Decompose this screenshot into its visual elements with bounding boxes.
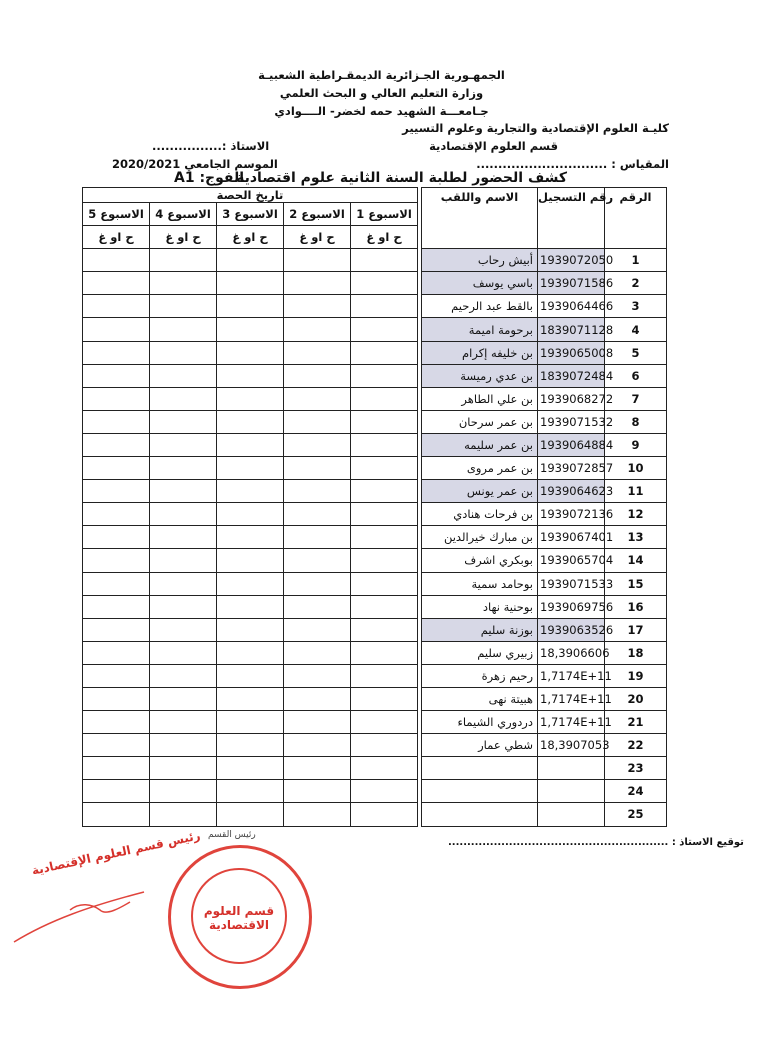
attendance-cell[interactable] xyxy=(217,641,284,664)
registration-number-cell: 1939067401 xyxy=(538,526,605,549)
registration-number-cell xyxy=(538,803,605,826)
attendance-cell[interactable] xyxy=(150,780,217,803)
attendance-cell[interactable] xyxy=(284,433,351,456)
attendance-cell[interactable] xyxy=(217,549,284,572)
student-name-cell: بن عمر سليمه xyxy=(422,433,538,456)
attendance-cell[interactable] xyxy=(284,410,351,433)
attendance-cell[interactable] xyxy=(284,318,351,341)
student-name-cell xyxy=(422,803,538,826)
registration-number-cell: 1939068272 xyxy=(538,387,605,410)
department-head-signature: رئيس قسم العلوم الإقتصادية xyxy=(30,828,202,878)
registration-number-cell: 1939064623 xyxy=(538,480,605,503)
attendance-cell[interactable] xyxy=(351,410,418,433)
week-2-header: الاسبوع 2 xyxy=(284,203,351,226)
attendance-cell[interactable] xyxy=(83,549,150,572)
attendance-cell[interactable] xyxy=(217,387,284,410)
department-name: قسم العلوم الإقتصادية xyxy=(429,139,558,153)
table-row xyxy=(83,618,667,641)
attendance-cell[interactable] xyxy=(150,387,217,410)
attendance-cell[interactable] xyxy=(351,433,418,456)
attendance-cell[interactable] xyxy=(351,711,418,734)
attendance-cell[interactable] xyxy=(217,272,284,295)
attendance-cell[interactable] xyxy=(150,641,217,664)
attendance-cell[interactable] xyxy=(217,457,284,480)
registration-number-cell: 18,3907053 xyxy=(538,734,605,757)
row-number-cell: 24 xyxy=(605,780,667,803)
attendance-code: ح او غ xyxy=(150,226,217,249)
attendance-cell[interactable] xyxy=(83,364,150,387)
registration-number-cell: 1939072050 xyxy=(538,249,605,272)
student-name-cell xyxy=(422,757,538,780)
attendance-cell[interactable] xyxy=(217,687,284,710)
student-name-cell: بن خليفه إكرام xyxy=(422,341,538,364)
attendance-cell[interactable] xyxy=(217,572,284,595)
attendance-cell[interactable] xyxy=(217,318,284,341)
row-number-cell: 20 xyxy=(605,687,667,710)
attendance-cell[interactable] xyxy=(284,480,351,503)
row-number-cell: 5 xyxy=(605,341,667,364)
student-name-cell: دردوري الشيماء xyxy=(422,711,538,734)
registration-column-header: رقم التسجيل xyxy=(538,188,605,249)
row-number-cell: 16 xyxy=(605,595,667,618)
row-number-cell: 15 xyxy=(605,572,667,595)
stamp-text: قسم العلوم الاقتصادية xyxy=(203,904,275,932)
attendance-cell[interactable] xyxy=(351,526,418,549)
attendance-cell[interactable] xyxy=(150,295,217,318)
attendance-cell[interactable] xyxy=(150,433,217,456)
attendance-cell[interactable] xyxy=(150,364,217,387)
table-row xyxy=(83,734,667,757)
attendance-cell[interactable] xyxy=(351,457,418,480)
attendance-cell[interactable] xyxy=(150,318,217,341)
attendance-cell[interactable] xyxy=(351,387,418,410)
registration-number-cell: 1839072484 xyxy=(538,364,605,387)
registration-number-cell: 1939064466 xyxy=(538,295,605,318)
attendance-cell[interactable] xyxy=(284,641,351,664)
row-number-cell: 11 xyxy=(605,480,667,503)
registration-number-cell: 1939071586 xyxy=(538,272,605,295)
attendance-cell[interactable] xyxy=(83,410,150,433)
attendance-cell[interactable] xyxy=(284,711,351,734)
attendance-cell[interactable] xyxy=(83,318,150,341)
student-name-cell: بن عدي رميسة xyxy=(422,364,538,387)
table-row xyxy=(83,249,667,272)
student-name-cell: شطي عمار xyxy=(422,734,538,757)
table-row xyxy=(83,318,667,341)
table-row xyxy=(83,595,667,618)
attendance-cell[interactable] xyxy=(351,503,418,526)
table-row xyxy=(83,272,667,295)
row-number-cell: 8 xyxy=(605,410,667,433)
attendance-cell[interactable] xyxy=(83,572,150,595)
attendance-cell[interactable] xyxy=(217,433,284,456)
faculty-name: كليـة العلوم الإقتصادية والتجارية وعلوم التسيير xyxy=(402,121,669,135)
attendance-cell[interactable] xyxy=(217,341,284,364)
attendance-cell[interactable] xyxy=(284,572,351,595)
registration-number-cell: 1939071532 xyxy=(538,410,605,433)
student-name-cell: بوبكري اشرف xyxy=(422,549,538,572)
attendance-cell[interactable] xyxy=(150,595,217,618)
attendance-cell[interactable] xyxy=(351,618,418,641)
row-number-cell: 10 xyxy=(605,457,667,480)
row-number-cell: 4 xyxy=(605,318,667,341)
registration-number-cell: 1939063526 xyxy=(538,618,605,641)
attendance-table xyxy=(82,187,667,827)
attendance-cell[interactable] xyxy=(83,249,150,272)
attendance-cell[interactable] xyxy=(150,457,217,480)
attendance-cell[interactable] xyxy=(150,272,217,295)
registration-number-cell: 1939072857 xyxy=(538,457,605,480)
attendance-cell[interactable] xyxy=(217,249,284,272)
week-3-header: الاسبوع 3 xyxy=(217,203,284,226)
attendance-cell[interactable] xyxy=(83,780,150,803)
attendance-cell[interactable] xyxy=(351,757,418,780)
attendance-cell[interactable] xyxy=(351,249,418,272)
student-name-cell xyxy=(422,780,538,803)
attendance-cell[interactable] xyxy=(83,295,150,318)
registration-number-cell: 1,7174E+11 xyxy=(538,711,605,734)
attendance-cell[interactable] xyxy=(83,595,150,618)
table-row xyxy=(83,711,667,734)
table-row xyxy=(83,364,667,387)
attendance-cell[interactable] xyxy=(284,757,351,780)
attendance-cell[interactable] xyxy=(217,803,284,826)
attendance-cell[interactable] xyxy=(83,618,150,641)
table-row xyxy=(83,572,667,595)
row-number-cell: 3 xyxy=(605,295,667,318)
attendance-cell[interactable] xyxy=(83,526,150,549)
attendance-cell[interactable] xyxy=(351,803,418,826)
attendance-code: ح او غ xyxy=(284,226,351,249)
attendance-cell[interactable] xyxy=(150,526,217,549)
attendance-cell[interactable] xyxy=(284,503,351,526)
attendance-cell[interactable] xyxy=(217,480,284,503)
row-number-cell: 21 xyxy=(605,711,667,734)
attendance-cell[interactable] xyxy=(351,341,418,364)
attendance-cell[interactable] xyxy=(83,387,150,410)
attendance-code: ح او غ xyxy=(351,226,418,249)
season-label: الموسم الجامعي 2020/2021 xyxy=(112,157,278,171)
attendance-cell[interactable] xyxy=(150,249,217,272)
registration-number-cell: 1939069756 xyxy=(538,595,605,618)
student-name-cell: زبيري سليم xyxy=(422,641,538,664)
table-row xyxy=(83,549,667,572)
attendance-cell[interactable] xyxy=(150,757,217,780)
table-row xyxy=(83,341,667,364)
attendance-cell[interactable] xyxy=(284,618,351,641)
attendance-cell[interactable] xyxy=(284,341,351,364)
row-number-cell: 1 xyxy=(605,249,667,272)
session-date-header: تاريخ الحصة xyxy=(83,188,418,203)
table-row xyxy=(83,410,667,433)
attendance-cell[interactable] xyxy=(217,664,284,687)
attendance-cell[interactable] xyxy=(351,572,418,595)
attendance-cell[interactable] xyxy=(150,687,217,710)
ministry-title: وزارة التعليم العالي و البحث العلمي xyxy=(279,86,484,100)
attendance-cell[interactable] xyxy=(284,664,351,687)
attendance-cell[interactable] xyxy=(150,410,217,433)
student-name-cell: بن عمر سرحان xyxy=(422,410,538,433)
table-row xyxy=(83,641,667,664)
course-label: المقياس : .............................. xyxy=(476,157,669,171)
week-1-header: الاسبوع 1 xyxy=(351,203,418,226)
student-name-cell: برحومة اميمة xyxy=(422,318,538,341)
attendance-code: ح او غ xyxy=(83,226,150,249)
registration-number-cell: 1939072136 xyxy=(538,503,605,526)
row-number-cell: 23 xyxy=(605,757,667,780)
signature-scribble xyxy=(10,880,150,950)
attendance-cell[interactable] xyxy=(83,803,150,826)
week-4-header: الاسبوع 4 xyxy=(150,203,217,226)
student-name-cell: أبيش رحاب xyxy=(422,249,538,272)
row-number-cell: 25 xyxy=(605,803,667,826)
table-row xyxy=(83,780,667,803)
row-number-cell: 19 xyxy=(605,664,667,687)
attendance-cell[interactable] xyxy=(217,410,284,433)
teacher-signature-line: توقيع الاستاذ : .......................................................... xyxy=(448,837,744,848)
attendance-cell[interactable] xyxy=(284,364,351,387)
attendance-cell[interactable] xyxy=(217,526,284,549)
row-number-cell: 17 xyxy=(605,618,667,641)
attendance-cell[interactable] xyxy=(351,780,418,803)
attendance-cell[interactable] xyxy=(351,687,418,710)
attendance-cell[interactable] xyxy=(83,734,150,757)
registration-number-cell: 1,7174E+11 xyxy=(538,664,605,687)
attendance-cell[interactable] xyxy=(83,757,150,780)
table-row xyxy=(83,526,667,549)
row-number-cell: 6 xyxy=(605,364,667,387)
attendance-cell[interactable] xyxy=(284,549,351,572)
row-number-cell: 9 xyxy=(605,433,667,456)
student-name-cell: رحيم زهرة xyxy=(422,664,538,687)
table-row xyxy=(83,687,667,710)
attendance-cell[interactable] xyxy=(351,364,418,387)
attendance-cell[interactable] xyxy=(351,595,418,618)
student-name-cell: بن مبارك خيرالدين xyxy=(422,526,538,549)
attendance-cell[interactable] xyxy=(217,711,284,734)
sheet-title: كشف الحضور لطلبة السنة الثانية علوم اقتصادية xyxy=(236,170,567,186)
registration-number-cell: 1939064884 xyxy=(538,433,605,456)
attendance-cell[interactable] xyxy=(284,295,351,318)
row-number-cell: 14 xyxy=(605,549,667,572)
attendance-cell[interactable] xyxy=(284,595,351,618)
attendance-cell[interactable] xyxy=(284,249,351,272)
attendance-cell[interactable] xyxy=(217,295,284,318)
student-name-cell: بن عمر مروى xyxy=(422,457,538,480)
attendance-cell[interactable] xyxy=(284,457,351,480)
attendance-cell[interactable] xyxy=(83,480,150,503)
registration-number-cell: 1839071128 xyxy=(538,318,605,341)
row-number-cell: 18 xyxy=(605,641,667,664)
attendance-cell[interactable] xyxy=(83,711,150,734)
attendance-cell[interactable] xyxy=(217,364,284,387)
attendance-cell[interactable] xyxy=(150,549,217,572)
student-name-cell: بن فرحات هنادي xyxy=(422,503,538,526)
table-row xyxy=(83,803,667,826)
department-stamp xyxy=(168,845,312,989)
registration-number-cell: 1,7174E+11 xyxy=(538,687,605,710)
attendance-cell[interactable] xyxy=(150,503,217,526)
attendance-cell[interactable] xyxy=(351,272,418,295)
attendance-cell[interactable] xyxy=(150,711,217,734)
registration-number-cell xyxy=(538,757,605,780)
attendance-cell[interactable] xyxy=(351,295,418,318)
attendance-cell[interactable] xyxy=(83,457,150,480)
registration-number-cell: 1939065704 xyxy=(538,549,605,572)
attendance-cell[interactable] xyxy=(150,803,217,826)
row-number-cell: 12 xyxy=(605,503,667,526)
republic-title: الجمهـورية الجـزائرية الديمقـراطية الشعبيـة xyxy=(258,68,505,82)
attendance-cell[interactable] xyxy=(83,341,150,364)
table-row xyxy=(83,503,667,526)
registration-number-cell xyxy=(538,780,605,803)
attendance-cell[interactable] xyxy=(284,780,351,803)
table-row xyxy=(83,433,667,456)
attendance-cell[interactable] xyxy=(83,664,150,687)
student-name-cell: بن عمر يونس xyxy=(422,480,538,503)
attendance-cell[interactable] xyxy=(351,734,418,757)
attendance-cell[interactable] xyxy=(284,687,351,710)
student-name-cell: باسي يوسف xyxy=(422,272,538,295)
name-column-header: الاسم واللقب xyxy=(422,188,538,249)
attendance-cell[interactable] xyxy=(150,341,217,364)
attendance-cell[interactable] xyxy=(83,272,150,295)
student-name-cell: بن علي الطاهر xyxy=(422,387,538,410)
row-number-cell: 7 xyxy=(605,387,667,410)
attendance-cell[interactable] xyxy=(284,272,351,295)
university-title: جـامعـــة الشهيد حمه لخضر- الــــوادي xyxy=(274,104,489,118)
table-row xyxy=(83,757,667,780)
attendance-cell[interactable] xyxy=(150,572,217,595)
registration-number-cell: 1939071533 xyxy=(538,572,605,595)
attendance-cell[interactable] xyxy=(83,641,150,664)
attendance-cell[interactable] xyxy=(351,549,418,572)
attendance-cell[interactable] xyxy=(150,664,217,687)
table-row xyxy=(83,295,667,318)
student-name-cell: بوحامد سمية xyxy=(422,572,538,595)
attendance-cell[interactable] xyxy=(351,664,418,687)
student-name-cell: بوزنة سليم xyxy=(422,618,538,641)
attendance-cell[interactable] xyxy=(83,687,150,710)
row-number-cell: 22 xyxy=(605,734,667,757)
student-name-cell: هبيتة نهى xyxy=(422,687,538,710)
week-5-header: الاسبوع 5 xyxy=(83,203,150,226)
attendance-code: ح او غ xyxy=(217,226,284,249)
table-row xyxy=(83,480,667,503)
student-name-cell: بوحنية نهاد xyxy=(422,595,538,618)
attendance-cell[interactable] xyxy=(150,618,217,641)
table-row xyxy=(83,387,667,410)
attendance-cell[interactable] xyxy=(351,318,418,341)
attendance-cell[interactable] xyxy=(217,780,284,803)
attendance-cell[interactable] xyxy=(217,595,284,618)
table-header-row xyxy=(83,188,667,203)
number-column-header: الرقم xyxy=(605,188,667,249)
group-label: الفوج: A1 xyxy=(174,170,245,186)
attendance-cell[interactable] xyxy=(284,387,351,410)
attendance-cell[interactable] xyxy=(217,757,284,780)
head-of-department-label: رئيس القسم xyxy=(208,830,256,840)
row-number-cell: 2 xyxy=(605,272,667,295)
teacher-label: الاستاذ :................ xyxy=(152,139,270,153)
attendance-cell[interactable] xyxy=(217,618,284,641)
attendance-cell[interactable] xyxy=(217,734,284,757)
student-name-cell: بالقط عبد الرحيم xyxy=(422,295,538,318)
attendance-cell[interactable] xyxy=(217,503,284,526)
registration-number-cell: 1939065008 xyxy=(538,341,605,364)
attendance-cell[interactable] xyxy=(351,641,418,664)
attendance-cell[interactable] xyxy=(83,503,150,526)
registration-number-cell: 18,3906606 xyxy=(538,641,605,664)
attendance-cell[interactable] xyxy=(83,433,150,456)
table-row xyxy=(83,457,667,480)
row-number-cell: 13 xyxy=(605,526,667,549)
table-row xyxy=(83,664,667,687)
attendance-cell[interactable] xyxy=(284,734,351,757)
attendance-cell[interactable] xyxy=(150,480,217,503)
attendance-cell[interactable] xyxy=(150,734,217,757)
attendance-cell[interactable] xyxy=(284,526,351,549)
attendance-cell[interactable] xyxy=(351,480,418,503)
attendance-cell[interactable] xyxy=(284,803,351,826)
